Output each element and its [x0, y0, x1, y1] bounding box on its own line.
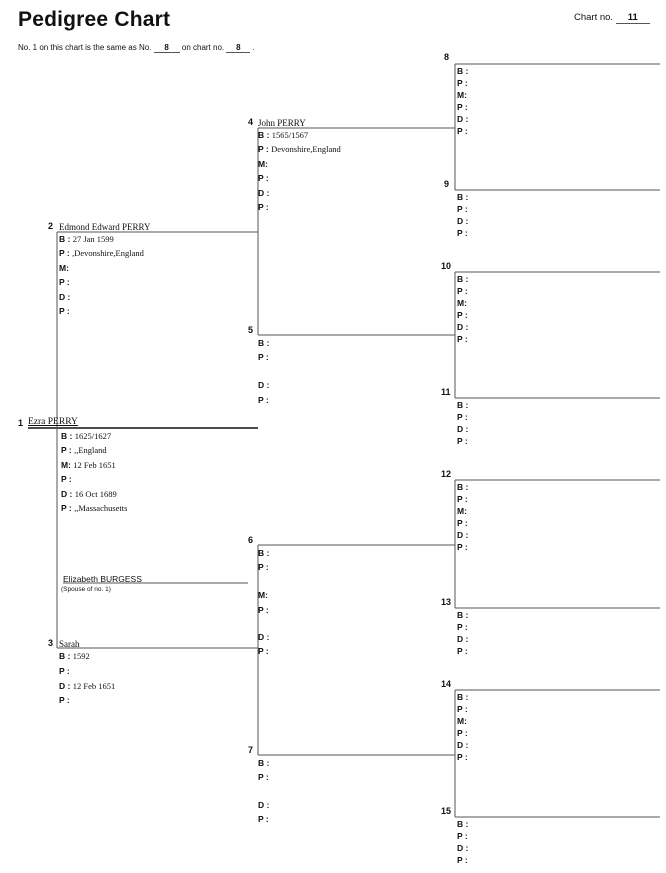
p6-place-m: P :: [258, 605, 269, 615]
p1-marriage: [61, 460, 116, 470]
p1-death: [61, 489, 117, 499]
p3-number: 3: [48, 638, 54, 648]
death-label: D :: [59, 681, 71, 691]
p12-number: 12: [441, 469, 452, 479]
p9-place1: P :: [457, 204, 468, 214]
p2-name: Edmond Edward PERRY: [59, 222, 151, 232]
p6-marriage: M:: [258, 590, 268, 600]
p6-place1: P :: [258, 562, 269, 572]
p8-place-m: P :: [457, 102, 468, 112]
birth-label: B :: [59, 651, 71, 661]
p1-birth-value: 1625/1627: [74, 431, 112, 441]
same-as-end: .: [252, 43, 255, 52]
p5-place1: P :: [258, 352, 269, 362]
p4-birth-value: 1565/1567: [271, 130, 309, 140]
p6-death: D :: [258, 632, 270, 642]
p12-death: D :: [457, 530, 469, 540]
p10-number: 10: [441, 261, 452, 271]
p9-place2: P :: [457, 228, 468, 238]
same-as-chart: 8: [226, 43, 250, 53]
p9-birth: B :: [457, 192, 469, 202]
p12-birth: B :: [457, 482, 469, 492]
p1-place2: [61, 503, 127, 513]
p11-place1: P :: [457, 412, 468, 422]
p7-death: D :: [258, 800, 270, 810]
p2-place1-value: ,Devonshire,England: [72, 248, 144, 258]
p3-birth-value: 1592: [72, 651, 90, 661]
p5-birth: B :: [258, 338, 270, 348]
p14-death: D :: [457, 740, 469, 750]
p13-death: D :: [457, 634, 469, 644]
p10-death: D :: [457, 322, 469, 332]
p1-place1: [61, 445, 107, 455]
p14-place2: P :: [457, 752, 468, 762]
p7-place2: P :: [258, 814, 269, 824]
p4-place1: [258, 144, 341, 154]
p4-place2: P :: [258, 202, 269, 212]
p2-birth-value: 27 Jan 1599: [72, 234, 114, 244]
p12-place-m: P :: [457, 518, 468, 528]
birth-label: B :: [59, 234, 71, 244]
p4-place1-value: Devonshire,England: [271, 144, 341, 154]
birth-label: B :: [258, 130, 270, 140]
p4-name: John PERRY: [258, 118, 306, 128]
p4-place-m: P :: [258, 173, 269, 183]
p7-number: 7: [248, 745, 254, 755]
place-label: P :: [59, 248, 70, 258]
p1-marriage-value: 12 Feb 1651: [73, 460, 116, 470]
p10-marriage: M:: [457, 298, 467, 308]
chart-no-label: Chart no.: [574, 12, 614, 23]
p15-place1: P :: [457, 831, 468, 841]
p5-number: 5: [248, 325, 254, 335]
p1-number: 1: [18, 418, 24, 428]
p2-birth: [59, 234, 114, 244]
p2-number: 2: [48, 221, 54, 231]
p3-name: Sarah: [59, 639, 80, 649]
p15-birth: B :: [457, 819, 469, 829]
same-as-no: 8: [154, 43, 180, 53]
p5-death: D :: [258, 380, 270, 390]
p1-place-m: P :: [61, 474, 72, 484]
place-label: P :: [61, 445, 72, 455]
p4-death: D :: [258, 188, 270, 198]
p8-number: 8: [444, 52, 450, 62]
p10-place-m: P :: [457, 310, 468, 320]
p2-place-m: P :: [59, 277, 70, 287]
spouse-note: (Spouse of no. 1): [61, 586, 111, 593]
p3-death-value: 12 Feb 1651: [72, 681, 116, 691]
p3-place2: P :: [59, 695, 70, 705]
death-label: D :: [61, 489, 73, 499]
p10-place2: P :: [457, 334, 468, 344]
p2-place2: P :: [59, 306, 70, 316]
p11-place2: P :: [457, 436, 468, 446]
p2-marriage: M:: [59, 263, 69, 273]
spouse-name: Elizabeth BURGESS: [63, 574, 142, 584]
chart-number: [574, 12, 650, 24]
p8-death: D :: [457, 114, 469, 124]
p2-death: D :: [59, 292, 71, 302]
p6-place2: P :: [258, 646, 269, 656]
p1-death-value: 16 Oct 1689: [74, 489, 117, 499]
p13-number: 13: [441, 597, 452, 607]
page-title: Pedigree Chart: [18, 8, 171, 31]
place-label: P :: [258, 144, 269, 154]
p6-number: 6: [248, 535, 254, 545]
p1-place2-value: ,,Massachusetts: [74, 503, 128, 513]
same-as-line: [18, 43, 255, 53]
p4-number: 4: [248, 117, 254, 127]
p9-number: 9: [444, 179, 450, 189]
marriage-label: M:: [61, 460, 71, 470]
p14-birth: B :: [457, 692, 469, 702]
on-chart-text: on chart no.: [181, 43, 225, 52]
p9-death: D :: [457, 216, 469, 226]
p14-marriage: M:: [457, 716, 467, 726]
p12-marriage: M:: [457, 506, 467, 516]
p13-birth: B :: [457, 610, 469, 620]
p2-place1: [59, 248, 144, 258]
p1-birth: [61, 431, 111, 441]
p1-name: Ezra PERRY: [28, 417, 78, 427]
p4-birth: [258, 130, 308, 140]
p15-number: 15: [441, 806, 452, 816]
p12-place2: P :: [457, 542, 468, 552]
p6-birth: B :: [258, 548, 270, 558]
p1-place1-value: ,,England: [74, 445, 107, 455]
same-as-text: No. 1 on this chart is the same as No.: [18, 43, 152, 52]
p8-place2: P :: [457, 126, 468, 136]
p8-place1: P :: [457, 78, 468, 88]
p14-number: 14: [441, 679, 452, 689]
p8-marriage: M:: [457, 90, 467, 100]
p13-place2: P :: [457, 646, 468, 656]
p14-place-m: P :: [457, 728, 468, 738]
p13-place1: P :: [457, 622, 468, 632]
p7-birth: B :: [258, 758, 270, 768]
p3-place1: P :: [59, 666, 70, 676]
p10-place1: P :: [457, 286, 468, 296]
p3-death: [59, 681, 115, 691]
p15-place2: P :: [457, 855, 468, 865]
p10-birth: B :: [457, 274, 469, 284]
p4-marriage: M:: [258, 159, 268, 169]
p7-place1: P :: [258, 772, 269, 782]
p11-number: 11: [441, 387, 451, 397]
p11-birth: B :: [457, 400, 469, 410]
place-label: P :: [61, 503, 72, 513]
p15-death: D :: [457, 843, 469, 853]
chart-no-value: 11: [616, 12, 650, 24]
p8-birth: B :: [457, 66, 469, 76]
p14-place1: P :: [457, 704, 468, 714]
p12-place1: P :: [457, 494, 468, 504]
birth-label: B :: [61, 431, 73, 441]
p3-birth: [59, 651, 90, 661]
p11-death: D :: [457, 424, 469, 434]
p5-place2: P :: [258, 395, 269, 405]
